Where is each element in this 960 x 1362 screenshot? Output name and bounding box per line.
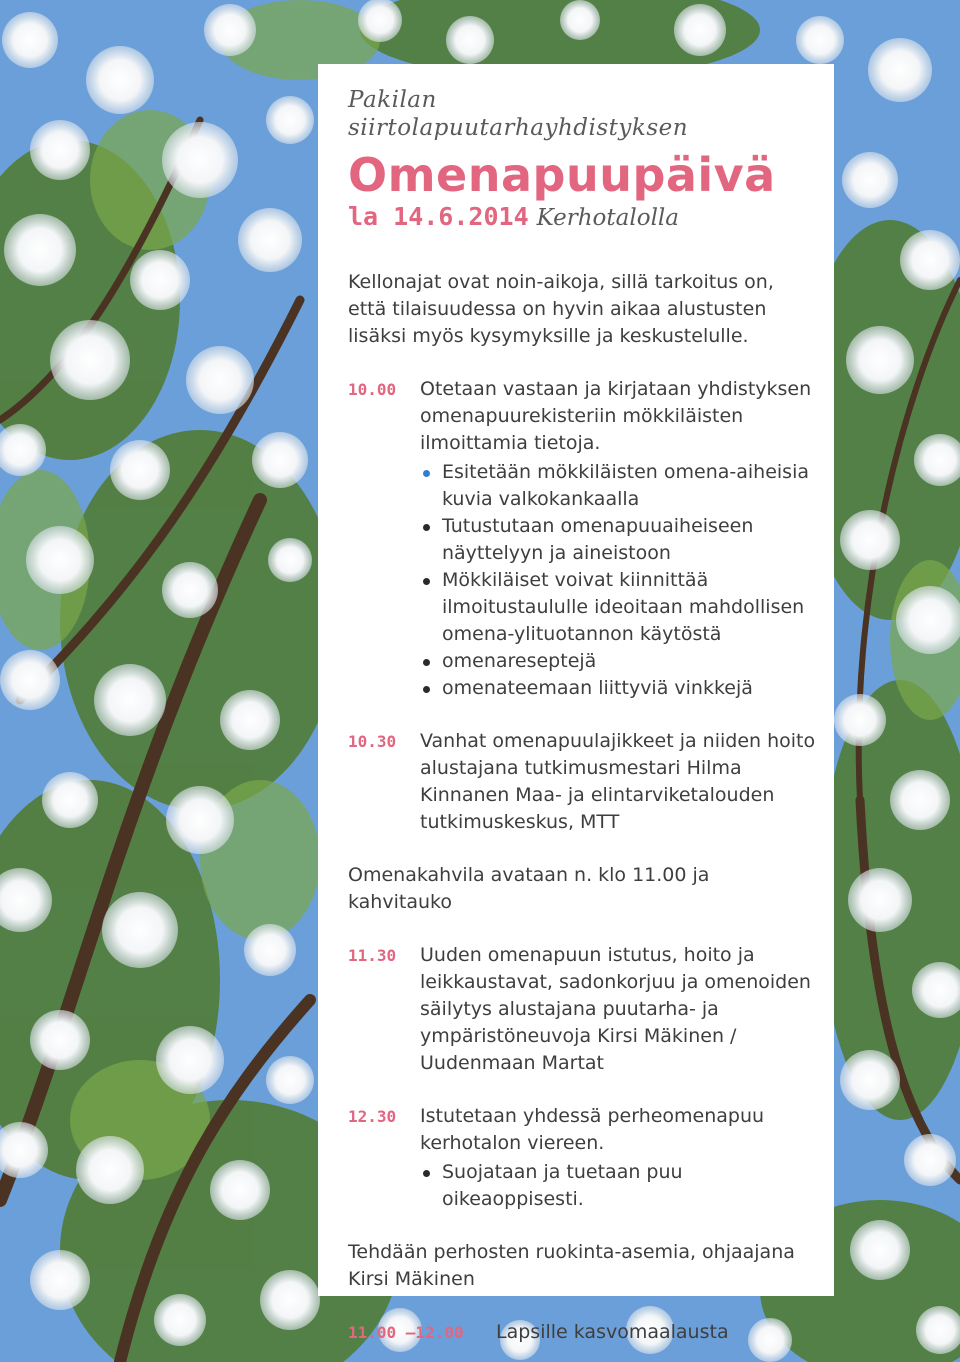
- entry-time: 11.00 –12.00: [348, 1323, 464, 1342]
- program-entry-1230: [348, 1103, 818, 1213]
- entry-text: Lapsille kasvomaalausta: [496, 1321, 729, 1343]
- program-entry-1130: [348, 942, 818, 1077]
- program-entry-1000: [348, 376, 818, 702]
- event-date: la 14.6.2014: [348, 202, 529, 231]
- list-item: Suojataan ja tuetaan puu oikeaoppisesti.: [420, 1159, 818, 1213]
- event-place: Kerhotalolla: [536, 205, 679, 231]
- butterfly-note: Tehdään perhosten ruokinta-asemia, ohjaajana Kirsi Mäkinen: [348, 1241, 795, 1290]
- intro-text: Kellonajat ovat noin-aikoja, sillä tarkoitus on, että tilaisuudessa on hyvin aikaa alustusten lisäksi myös kysymyksille ja keskustelulle.: [348, 271, 774, 347]
- entry-text: Vanhat omenapuulajikkeet ja niiden hoito alustajana tutkimusmestari Hilma Kinnanen Maa- ja elintarviketalouden tutkimuskeskus, MTT: [420, 730, 816, 833]
- entry-bullet-list: [420, 1159, 818, 1213]
- entry-bullet-list: [420, 459, 818, 702]
- organizer-line-1: Pakilan: [348, 87, 437, 113]
- list-item: Esitetään mökkiläisten omena-aiheisia kuvia valkokankaalla: [420, 459, 818, 513]
- event-title: Omenapuupäivä: [348, 148, 776, 202]
- program-content: [348, 86, 818, 1346]
- list-item: omenareseptejä: [420, 648, 818, 675]
- list-item: omenateemaan liittyviä vinkkejä: [420, 675, 818, 702]
- entry-text: Istutetaan yhdessä perheomenapuu kerhotalon viereen.: [420, 1105, 765, 1154]
- entry-text: Otetaan vastaan ja kirjataan yhdistyksen omenapuurekisteriin mökkiläisten ilmoittamia tietoja.: [420, 378, 812, 454]
- list-item: Mökkiläiset voivat kiinnittää ilmoitustaululle ideoitaan mahdollisen omena-ylituotannon käytöstä: [420, 567, 818, 648]
- program-entry-1030: [348, 728, 818, 836]
- date-line: [348, 202, 818, 233]
- program-entry-children: [348, 1319, 818, 1346]
- list-item: Tutustutaan omenapuuaiheiseen näyttelyyn ja aineistoon: [420, 513, 818, 567]
- entry-time: 12.30: [348, 1107, 397, 1126]
- entry-body: [420, 376, 818, 702]
- cafe-note: Omenakahvila avataan n. klo 11.00 ja kahvitauko: [348, 864, 710, 913]
- organizer-line-2: siirtolapuutarhayhdistyksen: [348, 115, 689, 141]
- entry-time: 10.00: [348, 380, 397, 399]
- entry-text: Uuden omenapuun istutus, hoito ja leikkaustavat, sadonkorjuu ja omenoiden säilytys alustajana puutarha- ja ympäristöneuvoja Kirsi Mäkinen / Uudenmaan Martat: [420, 944, 811, 1074]
- entry-body: [420, 1103, 818, 1213]
- entry-time: 10.30: [348, 732, 397, 751]
- entry-time: 11.30: [348, 946, 397, 965]
